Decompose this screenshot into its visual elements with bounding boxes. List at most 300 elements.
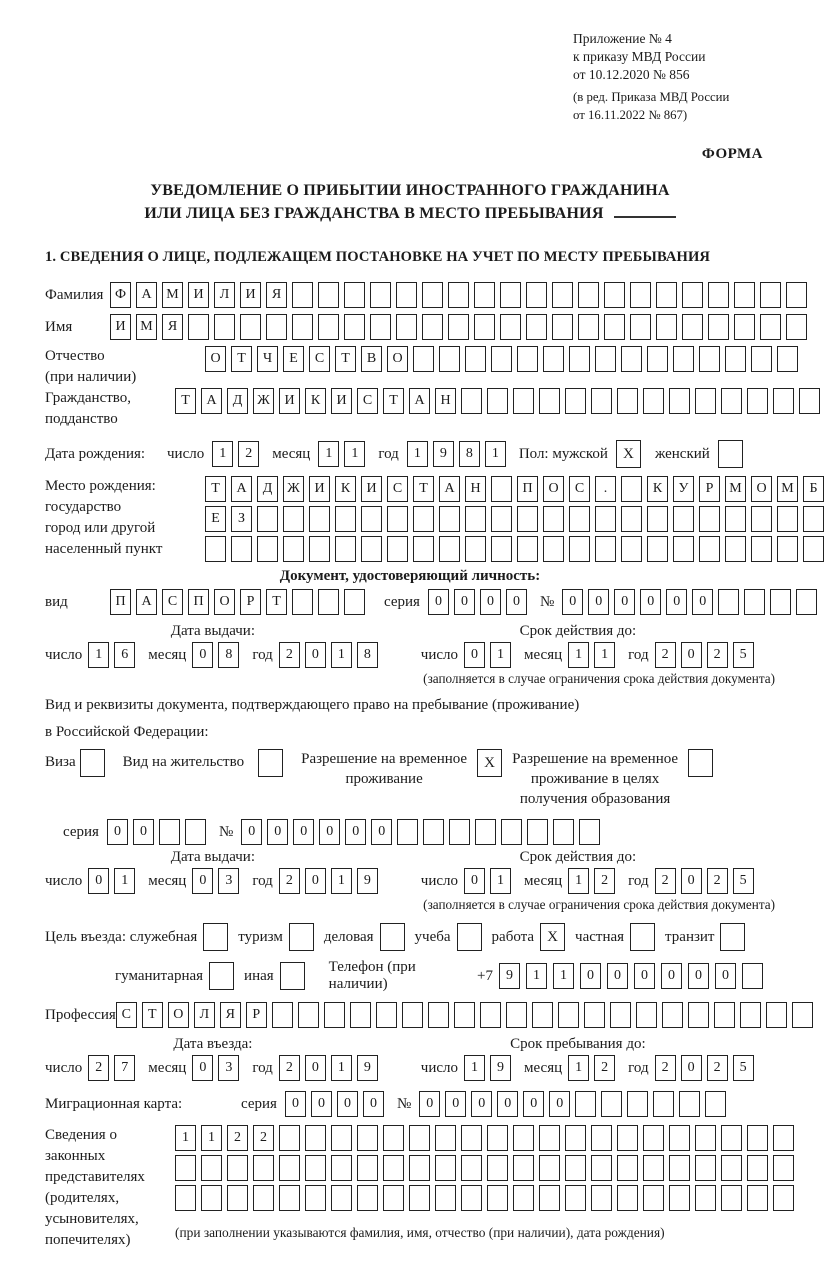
- char-box[interactable]: 0: [614, 589, 635, 615]
- char-box[interactable]: 2: [707, 1055, 728, 1081]
- char-box[interactable]: [539, 1125, 560, 1151]
- char-box[interactable]: [617, 388, 638, 414]
- char-box[interactable]: [617, 1185, 638, 1211]
- char-box[interactable]: [643, 1155, 664, 1181]
- char-box[interactable]: [413, 506, 434, 532]
- purpose-other-checkbox[interactable]: [280, 962, 305, 990]
- stay-day-boxes[interactable]: [464, 1055, 516, 1081]
- char-box[interactable]: [721, 1125, 742, 1151]
- char-box[interactable]: 1: [344, 441, 365, 467]
- char-box[interactable]: [777, 506, 798, 532]
- char-box[interactable]: [185, 819, 206, 845]
- char-box[interactable]: [465, 536, 486, 562]
- char-box[interactable]: [803, 506, 824, 532]
- char-box[interactable]: [475, 819, 496, 845]
- char-box[interactable]: И: [309, 476, 330, 502]
- char-box[interactable]: [751, 346, 772, 372]
- char-box[interactable]: [335, 506, 356, 532]
- char-box[interactable]: 1: [318, 441, 339, 467]
- char-box[interactable]: 3: [218, 1055, 239, 1081]
- char-box[interactable]: [283, 536, 304, 562]
- char-box[interactable]: [357, 1125, 378, 1151]
- char-box[interactable]: С: [357, 388, 378, 414]
- char-box[interactable]: [344, 314, 365, 340]
- passport-valid-month-boxes[interactable]: [568, 642, 620, 668]
- char-box[interactable]: Д: [257, 476, 278, 502]
- char-box[interactable]: 0: [692, 589, 713, 615]
- char-box[interactable]: [526, 314, 547, 340]
- char-box[interactable]: [595, 346, 616, 372]
- char-box[interactable]: [517, 536, 538, 562]
- char-box[interactable]: [747, 1185, 768, 1211]
- char-box[interactable]: [500, 282, 521, 308]
- char-box[interactable]: [387, 536, 408, 562]
- char-box[interactable]: [435, 1155, 456, 1181]
- char-box[interactable]: [309, 536, 330, 562]
- char-box[interactable]: [435, 1185, 456, 1211]
- char-box[interactable]: [669, 1125, 690, 1151]
- char-box[interactable]: [747, 1155, 768, 1181]
- char-box[interactable]: [766, 1002, 787, 1028]
- char-box[interactable]: Е: [283, 346, 304, 372]
- char-box[interactable]: [725, 346, 746, 372]
- char-box[interactable]: 1: [526, 963, 547, 989]
- char-box[interactable]: [491, 536, 512, 562]
- char-box[interactable]: [227, 1155, 248, 1181]
- char-box[interactable]: 5: [733, 1055, 754, 1081]
- char-box[interactable]: А: [439, 476, 460, 502]
- char-box[interactable]: 0: [549, 1091, 570, 1117]
- char-box[interactable]: 2: [655, 642, 676, 668]
- char-box[interactable]: [361, 536, 382, 562]
- purpose-private-checkbox[interactable]: [630, 923, 655, 951]
- char-box[interactable]: [501, 819, 522, 845]
- char-box[interactable]: [647, 346, 668, 372]
- legal-row1-boxes[interactable]: [175, 1125, 799, 1151]
- char-box[interactable]: 0: [681, 868, 702, 894]
- char-box[interactable]: [439, 536, 460, 562]
- char-box[interactable]: [318, 589, 339, 615]
- char-box[interactable]: 1: [490, 642, 511, 668]
- char-box[interactable]: [409, 1155, 430, 1181]
- char-box[interactable]: 2: [238, 441, 259, 467]
- mig-series-boxes[interactable]: [285, 1091, 389, 1117]
- char-box[interactable]: [578, 314, 599, 340]
- char-box[interactable]: [718, 589, 739, 615]
- char-box[interactable]: 1: [212, 441, 233, 467]
- char-box[interactable]: [591, 388, 612, 414]
- char-box[interactable]: 0: [464, 868, 485, 894]
- entry-month-boxes[interactable]: [192, 1055, 244, 1081]
- char-box[interactable]: [636, 1002, 657, 1028]
- char-box[interactable]: 2: [279, 868, 300, 894]
- char-box[interactable]: [604, 314, 625, 340]
- purpose-work-checkbox[interactable]: X: [540, 923, 565, 951]
- char-box[interactable]: А: [201, 388, 222, 414]
- char-box[interactable]: [575, 1091, 596, 1117]
- char-box[interactable]: З: [231, 506, 252, 532]
- char-box[interactable]: 0: [562, 589, 583, 615]
- char-box[interactable]: [357, 1185, 378, 1211]
- char-box[interactable]: 1: [485, 441, 506, 467]
- char-box[interactable]: [669, 1155, 690, 1181]
- char-box[interactable]: 8: [218, 642, 239, 668]
- char-box[interactable]: 0: [580, 963, 601, 989]
- char-box[interactable]: Т: [142, 1002, 163, 1028]
- char-box[interactable]: [777, 346, 798, 372]
- char-box[interactable]: [527, 819, 548, 845]
- char-box[interactable]: [770, 589, 791, 615]
- res-valid-day-boxes[interactable]: [464, 868, 516, 894]
- char-box[interactable]: [159, 819, 180, 845]
- char-box[interactable]: Я: [266, 282, 287, 308]
- char-box[interactable]: Т: [231, 346, 252, 372]
- char-box[interactable]: [656, 282, 677, 308]
- char-box[interactable]: 0: [588, 589, 609, 615]
- char-box[interactable]: [647, 536, 668, 562]
- char-box[interactable]: 0: [363, 1091, 384, 1117]
- char-box[interactable]: [643, 388, 664, 414]
- char-box[interactable]: О: [751, 476, 772, 502]
- char-box[interactable]: 0: [305, 642, 326, 668]
- char-box[interactable]: [777, 536, 798, 562]
- char-box[interactable]: [175, 1185, 196, 1211]
- char-box[interactable]: [584, 1002, 605, 1028]
- char-box[interactable]: [662, 1002, 683, 1028]
- char-box[interactable]: [578, 282, 599, 308]
- char-box[interactable]: 0: [497, 1091, 518, 1117]
- char-box[interactable]: [543, 506, 564, 532]
- char-box[interactable]: Т: [413, 476, 434, 502]
- char-box[interactable]: 0: [688, 963, 709, 989]
- char-box[interactable]: 1: [553, 963, 574, 989]
- char-box[interactable]: [740, 1002, 761, 1028]
- char-box[interactable]: [474, 282, 495, 308]
- char-box[interactable]: [454, 1002, 475, 1028]
- res-issue-day-boxes[interactable]: [88, 868, 140, 894]
- char-box[interactable]: С: [569, 476, 590, 502]
- char-box[interactable]: 0: [681, 1055, 702, 1081]
- char-box[interactable]: [682, 282, 703, 308]
- char-box[interactable]: 1: [201, 1125, 222, 1151]
- legal-row3-boxes[interactable]: [175, 1185, 799, 1211]
- char-box[interactable]: Р: [240, 589, 261, 615]
- char-box[interactable]: 1: [568, 868, 589, 894]
- char-box[interactable]: 0: [506, 589, 527, 615]
- char-box[interactable]: [695, 1185, 716, 1211]
- char-box[interactable]: [565, 388, 586, 414]
- char-box[interactable]: О: [205, 346, 226, 372]
- char-box[interactable]: 0: [428, 589, 449, 615]
- temp-residence-checkbox[interactable]: X: [477, 749, 502, 777]
- char-box[interactable]: [305, 1125, 326, 1151]
- char-box[interactable]: [439, 346, 460, 372]
- char-box[interactable]: [465, 506, 486, 532]
- char-box[interactable]: 2: [655, 1055, 676, 1081]
- char-box[interactable]: [344, 282, 365, 308]
- char-box[interactable]: 0: [88, 868, 109, 894]
- char-box[interactable]: Н: [435, 388, 456, 414]
- char-box[interactable]: [487, 1125, 508, 1151]
- char-box[interactable]: С: [387, 476, 408, 502]
- char-box[interactable]: О: [543, 476, 564, 502]
- phone-boxes[interactable]: [499, 963, 769, 989]
- char-box[interactable]: [565, 1185, 586, 1211]
- char-box[interactable]: [604, 282, 625, 308]
- char-box[interactable]: 0: [634, 963, 655, 989]
- char-box[interactable]: [653, 1091, 674, 1117]
- char-box[interactable]: М: [136, 314, 157, 340]
- char-box[interactable]: Ф: [110, 282, 131, 308]
- char-box[interactable]: 0: [267, 819, 288, 845]
- char-box[interactable]: 0: [192, 642, 213, 668]
- char-box[interactable]: С: [116, 1002, 137, 1028]
- char-box[interactable]: Т: [266, 589, 287, 615]
- char-box[interactable]: [708, 314, 729, 340]
- char-box[interactable]: [279, 1155, 300, 1181]
- char-box[interactable]: 9: [357, 868, 378, 894]
- char-box[interactable]: [513, 1185, 534, 1211]
- char-box[interactable]: [292, 314, 313, 340]
- passport-valid-day-boxes[interactable]: [464, 642, 516, 668]
- char-box[interactable]: Я: [220, 1002, 241, 1028]
- char-box[interactable]: [591, 1155, 612, 1181]
- char-box[interactable]: 0: [454, 589, 475, 615]
- legal-row2-boxes[interactable]: [175, 1155, 799, 1181]
- char-box[interactable]: [240, 314, 261, 340]
- char-box[interactable]: 0: [305, 1055, 326, 1081]
- doc-number-boxes[interactable]: [562, 589, 822, 615]
- char-box[interactable]: [792, 1002, 813, 1028]
- char-box[interactable]: 1: [331, 1055, 352, 1081]
- char-box[interactable]: М: [777, 476, 798, 502]
- char-box[interactable]: [796, 589, 817, 615]
- char-box[interactable]: 0: [661, 963, 682, 989]
- char-box[interactable]: 2: [707, 868, 728, 894]
- char-box[interactable]: [231, 536, 252, 562]
- char-box[interactable]: [201, 1155, 222, 1181]
- char-box[interactable]: И: [331, 388, 352, 414]
- char-box[interactable]: [552, 282, 573, 308]
- char-box[interactable]: [383, 1155, 404, 1181]
- char-box[interactable]: 0: [607, 963, 628, 989]
- char-box[interactable]: [318, 314, 339, 340]
- char-box[interactable]: [699, 506, 720, 532]
- char-box[interactable]: Я: [162, 314, 183, 340]
- char-box[interactable]: 2: [253, 1125, 274, 1151]
- char-box[interactable]: А: [136, 282, 157, 308]
- char-box[interactable]: [591, 1185, 612, 1211]
- char-box[interactable]: Д: [227, 388, 248, 414]
- char-box[interactable]: [298, 1002, 319, 1028]
- char-box[interactable]: [491, 476, 512, 502]
- char-box[interactable]: Т: [175, 388, 196, 414]
- char-box[interactable]: [331, 1155, 352, 1181]
- char-box[interactable]: [491, 346, 512, 372]
- char-box[interactable]: [673, 506, 694, 532]
- char-box[interactable]: [480, 1002, 501, 1028]
- char-box[interactable]: [747, 388, 768, 414]
- res-issue-year-boxes[interactable]: [279, 868, 383, 894]
- char-box[interactable]: [422, 282, 443, 308]
- char-box[interactable]: 2: [594, 868, 615, 894]
- char-box[interactable]: [305, 1155, 326, 1181]
- char-box[interactable]: [214, 314, 235, 340]
- char-box[interactable]: 0: [192, 1055, 213, 1081]
- char-box[interactable]: 0: [305, 868, 326, 894]
- char-box[interactable]: Т: [205, 476, 226, 502]
- passport-issue-day-boxes[interactable]: [88, 642, 140, 668]
- char-box[interactable]: [331, 1185, 352, 1211]
- char-box[interactable]: [532, 1002, 553, 1028]
- char-box[interactable]: [721, 1155, 742, 1181]
- char-box[interactable]: [760, 314, 781, 340]
- char-box[interactable]: [357, 1155, 378, 1181]
- char-box[interactable]: К: [335, 476, 356, 502]
- res-issue-month-boxes[interactable]: [192, 868, 244, 894]
- char-box[interactable]: [705, 1091, 726, 1117]
- char-box[interactable]: Р: [246, 1002, 267, 1028]
- char-box[interactable]: О: [168, 1002, 189, 1028]
- char-box[interactable]: 1: [88, 642, 109, 668]
- char-box[interactable]: [513, 1125, 534, 1151]
- char-box[interactable]: .: [595, 476, 616, 502]
- char-box[interactable]: Л: [214, 282, 235, 308]
- char-box[interactable]: [786, 282, 807, 308]
- char-box[interactable]: [344, 589, 365, 615]
- char-box[interactable]: [526, 282, 547, 308]
- char-box[interactable]: 0: [523, 1091, 544, 1117]
- char-box[interactable]: 0: [345, 819, 366, 845]
- char-box[interactable]: [621, 536, 642, 562]
- char-box[interactable]: [553, 819, 574, 845]
- char-box[interactable]: 0: [241, 819, 262, 845]
- char-box[interactable]: 2: [707, 642, 728, 668]
- char-box[interactable]: 0: [681, 642, 702, 668]
- char-box[interactable]: [751, 506, 772, 532]
- char-box[interactable]: [413, 536, 434, 562]
- patronymic-boxes[interactable]: [205, 346, 803, 372]
- profession-boxes[interactable]: [116, 1002, 818, 1028]
- char-box[interactable]: [673, 346, 694, 372]
- birthplace-row1-boxes[interactable]: [205, 476, 829, 502]
- char-box[interactable]: А: [231, 476, 252, 502]
- char-box[interactable]: [621, 346, 642, 372]
- char-box[interactable]: 0: [640, 589, 661, 615]
- char-box[interactable]: [569, 506, 590, 532]
- char-box[interactable]: [253, 1155, 274, 1181]
- purpose-humanitarian-checkbox[interactable]: [209, 962, 234, 990]
- char-box[interactable]: [595, 506, 616, 532]
- char-box[interactable]: [506, 1002, 527, 1028]
- doc-series-boxes[interactable]: [428, 589, 532, 615]
- char-box[interactable]: М: [162, 282, 183, 308]
- residence-permit-checkbox[interactable]: [258, 749, 283, 777]
- char-box[interactable]: [461, 388, 482, 414]
- char-box[interactable]: [734, 282, 755, 308]
- char-box[interactable]: 2: [279, 642, 300, 668]
- char-box[interactable]: [257, 536, 278, 562]
- stay-month-boxes[interactable]: [568, 1055, 620, 1081]
- char-box[interactable]: [773, 1155, 794, 1181]
- char-box[interactable]: 0: [192, 868, 213, 894]
- char-box[interactable]: 1: [407, 441, 428, 467]
- char-box[interactable]: И: [279, 388, 300, 414]
- char-box[interactable]: [292, 282, 313, 308]
- char-box[interactable]: [439, 506, 460, 532]
- char-box[interactable]: [422, 314, 443, 340]
- char-box[interactable]: И: [110, 314, 131, 340]
- char-box[interactable]: [643, 1185, 664, 1211]
- char-box[interactable]: [474, 314, 495, 340]
- char-box[interactable]: [786, 314, 807, 340]
- char-box[interactable]: 0: [480, 589, 501, 615]
- purpose-transit-checkbox[interactable]: [720, 923, 745, 951]
- res-series-boxes[interactable]: [107, 819, 211, 845]
- char-box[interactable]: [734, 314, 755, 340]
- char-box[interactable]: [558, 1002, 579, 1028]
- char-box[interactable]: [188, 314, 209, 340]
- char-box[interactable]: [617, 1155, 638, 1181]
- char-box[interactable]: [448, 282, 469, 308]
- char-box[interactable]: [747, 1125, 768, 1151]
- char-box[interactable]: [673, 536, 694, 562]
- char-box[interactable]: [760, 282, 781, 308]
- res-number-boxes[interactable]: [241, 819, 605, 845]
- temp-residence-edu-checkbox[interactable]: [688, 749, 713, 777]
- char-box[interactable]: [376, 1002, 397, 1028]
- char-box[interactable]: [396, 314, 417, 340]
- char-box[interactable]: [205, 536, 226, 562]
- char-box[interactable]: [630, 314, 651, 340]
- char-box[interactable]: [725, 506, 746, 532]
- char-box[interactable]: 8: [459, 441, 480, 467]
- char-box[interactable]: [370, 314, 391, 340]
- char-box[interactable]: [397, 819, 418, 845]
- char-box[interactable]: 1: [568, 1055, 589, 1081]
- char-box[interactable]: И: [188, 282, 209, 308]
- char-box[interactable]: П: [188, 589, 209, 615]
- purpose-official-checkbox[interactable]: [203, 923, 228, 951]
- char-box[interactable]: [279, 1125, 300, 1151]
- char-box[interactable]: [402, 1002, 423, 1028]
- char-box[interactable]: [714, 1002, 735, 1028]
- surname-boxes[interactable]: [110, 282, 812, 308]
- char-box[interactable]: [744, 589, 765, 615]
- char-box[interactable]: 9: [357, 1055, 378, 1081]
- char-box[interactable]: С: [162, 589, 183, 615]
- char-box[interactable]: [569, 346, 590, 372]
- char-box[interactable]: [305, 1185, 326, 1211]
- char-box[interactable]: [423, 819, 444, 845]
- char-box[interactable]: И: [240, 282, 261, 308]
- char-box[interactable]: 2: [594, 1055, 615, 1081]
- char-box[interactable]: 0: [293, 819, 314, 845]
- char-box[interactable]: [461, 1185, 482, 1211]
- char-box[interactable]: 7: [114, 1055, 135, 1081]
- res-valid-month-boxes[interactable]: [568, 868, 620, 894]
- char-box[interactable]: [409, 1185, 430, 1211]
- char-box[interactable]: 0: [471, 1091, 492, 1117]
- purpose-tourism-checkbox[interactable]: [289, 923, 314, 951]
- char-box[interactable]: [699, 346, 720, 372]
- char-box[interactable]: [647, 506, 668, 532]
- char-box[interactable]: [309, 506, 330, 532]
- birth-day-boxes[interactable]: [212, 441, 264, 467]
- doc-type-boxes[interactable]: [110, 589, 370, 615]
- char-box[interactable]: [621, 506, 642, 532]
- char-box[interactable]: [699, 536, 720, 562]
